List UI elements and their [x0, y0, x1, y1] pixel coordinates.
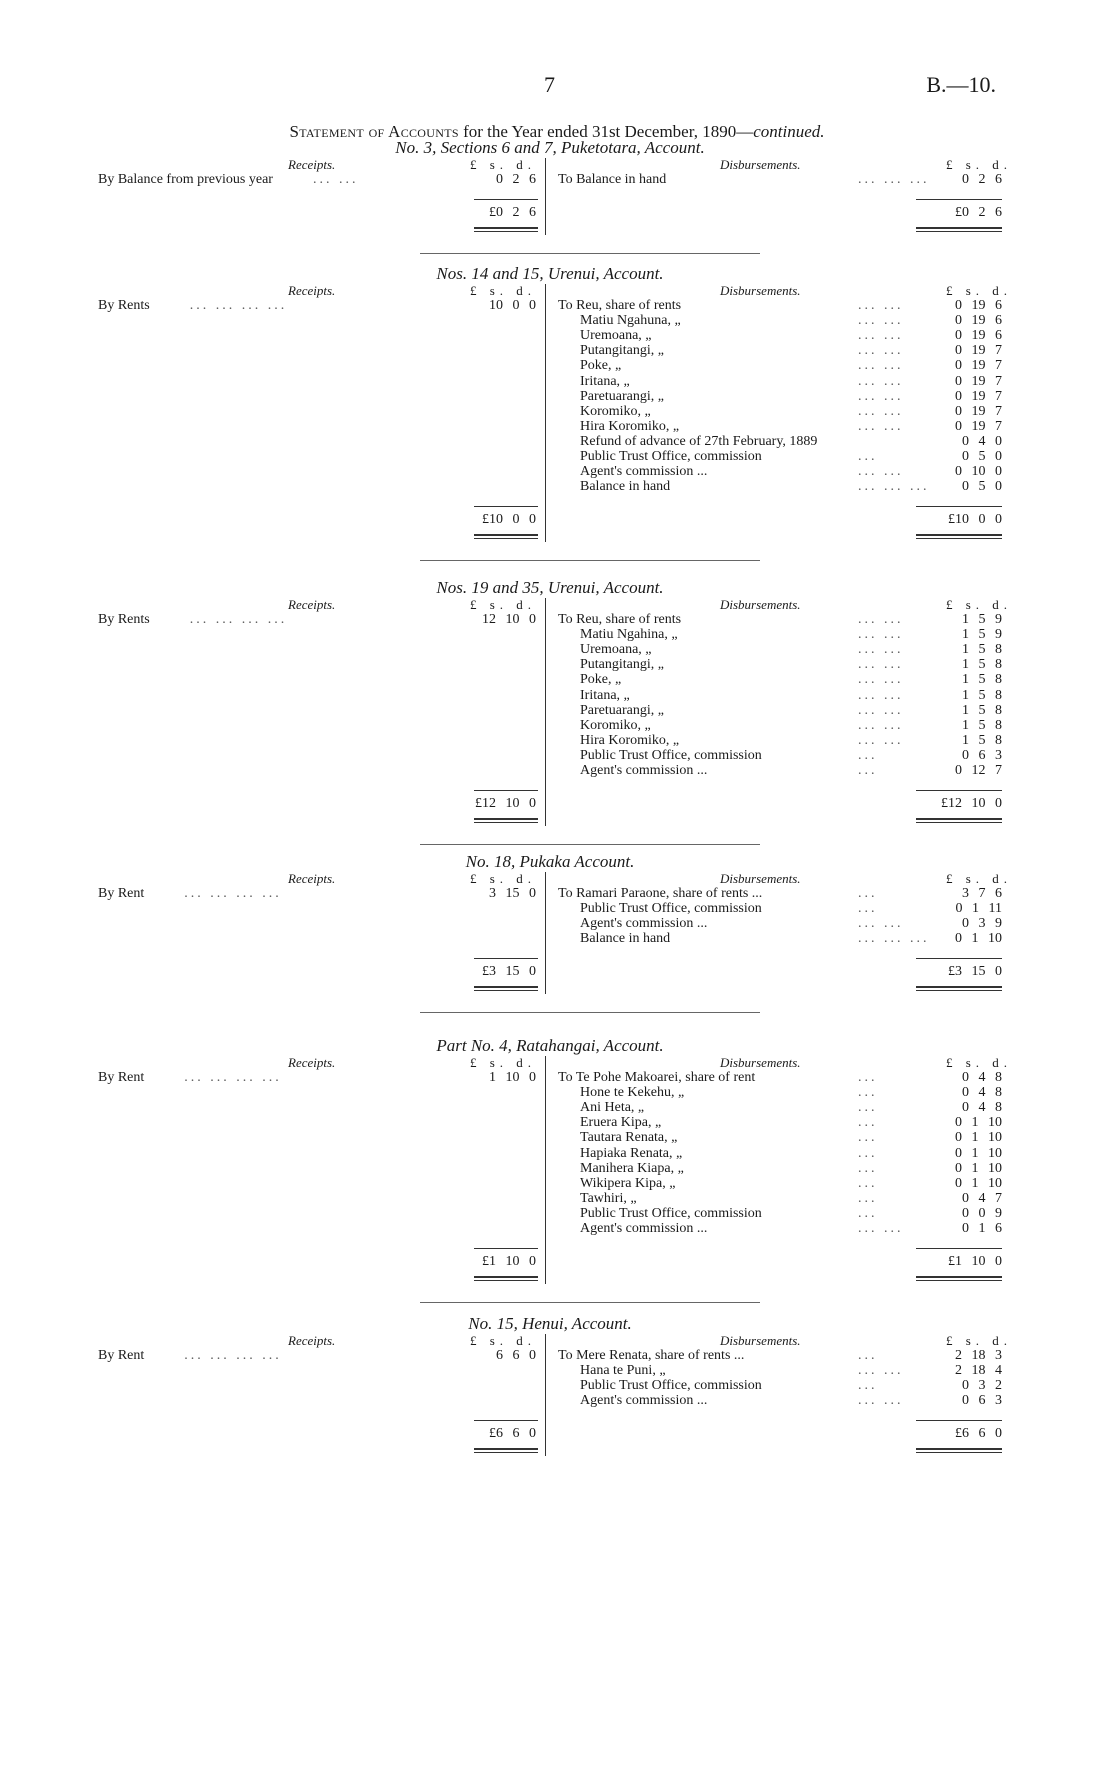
- leader-dots: ...: [858, 1348, 878, 1363]
- disbursement-label: Iritana, „: [580, 687, 630, 703]
- receipt-label: By Rent: [98, 886, 145, 901]
- disbursements-lsd-heading: £ s. d.: [945, 871, 1012, 886]
- disbursement-amount: 0 4 7: [962, 1190, 1002, 1206]
- disbursements-total: £1 10 0: [948, 1254, 1002, 1270]
- disbursement-label: Public Trust Office, commission: [580, 1205, 762, 1221]
- leader-dots: ... ... ...: [858, 479, 930, 495]
- total-double-rule: [474, 534, 538, 539]
- receipts-lsd-heading: £ s. d.: [469, 157, 536, 172]
- leader-dots: ... ... ...: [858, 931, 930, 947]
- receipts-lsd-heading: £ s. d.: [469, 1055, 536, 1070]
- subtotal-rule: [916, 958, 1002, 959]
- leader-dots: ...: [858, 1130, 878, 1146]
- disbursement-amount: 0 0 9: [962, 1205, 1002, 1221]
- receipts-heading: Receipts.: [288, 283, 336, 298]
- leader-dots: ... ...: [858, 732, 904, 748]
- subtotal-rule: [474, 790, 538, 791]
- disbursements-total: £6 6 0: [955, 1426, 1002, 1442]
- disbursement-amount: 0 5 0: [962, 449, 1002, 464]
- disbursement-amount: 1 5 8: [962, 672, 1002, 688]
- disbursement-amount: 0 1 11: [955, 901, 1002, 917]
- disbursement-label: Tautara Renata, „: [580, 1130, 678, 1146]
- receipt-amount: 3 15 0: [489, 886, 536, 901]
- disbursement-label: Manihera Kiapa, „: [580, 1160, 684, 1176]
- disbursements-heading: Disbursements.: [720, 871, 801, 886]
- disbursements-total: £0 2 6: [955, 205, 1002, 221]
- column-divider: [545, 1334, 546, 1456]
- disbursement-amount: 0 4 0: [962, 433, 1002, 449]
- disbursement-row: [558, 931, 1008, 948]
- disbursement-label: Paretuarangi, „: [580, 388, 664, 404]
- disbursement-amount: 0 1 10: [955, 1130, 1002, 1146]
- leader-dots: ... ...: [858, 298, 904, 313]
- column-divider: [545, 158, 546, 235]
- receipt-entry: [98, 612, 287, 628]
- disbursement-label: Koromiko, „: [580, 717, 651, 733]
- disbursement-label: Poke, „: [580, 672, 622, 688]
- title-middle: for the Year ended 31st December, 1890—: [458, 122, 754, 141]
- disbursement-amount: 1 5 8: [962, 702, 1002, 718]
- receipt-entry: [98, 298, 287, 314]
- page-number: 7: [544, 72, 555, 97]
- disbursements-heading: Disbursements.: [720, 1055, 801, 1070]
- receipt-label: By Rents: [98, 612, 150, 627]
- subtotal-rule: [916, 790, 1002, 791]
- leader-dots: ...: [858, 763, 878, 778]
- disbursement-label: To Reu, share of rents: [558, 298, 682, 313]
- disbursement-amount: 0 5 0: [962, 479, 1002, 495]
- receipts-lsd-heading: £ s. d.: [469, 871, 536, 886]
- disbursement-amount: 0 19 7: [955, 343, 1002, 359]
- disbursements-lsd-heading: £ s. d.: [945, 597, 1012, 612]
- account-title: No. 15, Henui, Account.: [468, 1314, 632, 1333]
- receipts-total: £6 6 0: [489, 1426, 536, 1442]
- disbursement-label: Wikipera Kipa, „: [580, 1175, 676, 1191]
- disbursement-label: To Balance in hand: [558, 172, 667, 187]
- disbursement-amount: 3 7 6: [962, 886, 1002, 901]
- leader-dots: ... ...: [858, 388, 904, 404]
- disbursements-heading: Disbursements.: [720, 1333, 801, 1348]
- disbursements-total: £10 0 0: [948, 512, 1002, 528]
- total-double-rule: [474, 1448, 538, 1453]
- disbursement-row: [558, 763, 1008, 780]
- column-divider: [545, 872, 546, 994]
- receipt-label: By Rent: [98, 1070, 145, 1085]
- total-double-rule: [916, 818, 1002, 823]
- leader-dots: ... ...: [858, 627, 904, 643]
- receipt-entry: [98, 1070, 282, 1086]
- receipts-total: £0 2 6: [489, 205, 536, 221]
- disbursements-lsd-heading: £ s. d.: [945, 157, 1012, 172]
- total-double-rule: [474, 818, 538, 823]
- disbursement-amount: 2 18 3: [955, 1348, 1002, 1363]
- disbursements-heading: Disbursements.: [720, 597, 801, 612]
- disbursement-label: Hapiaka Renata, „: [580, 1145, 683, 1161]
- column-divider: [545, 1056, 546, 1284]
- disbursement-amount: 0 1 10: [955, 931, 1002, 947]
- account-title: Part No. 4, Ratahangai, Account.: [436, 1036, 664, 1055]
- subtotal-rule: [474, 199, 538, 200]
- title-suffix: continued.: [753, 122, 825, 141]
- disbursements-total: £12 10 0: [941, 796, 1002, 812]
- receipt-amount: 0 2 6: [496, 172, 536, 187]
- account-title: No. 18, Pukaka Account.: [465, 852, 635, 871]
- receipts-heading: Receipts.: [288, 1055, 336, 1070]
- disbursement-amount: 0 6 3: [962, 747, 1002, 763]
- leader-dots: ... ...: [858, 1363, 904, 1379]
- disbursement-amount: 0 1 10: [955, 1145, 1002, 1161]
- disbursement-label: Tawhiri, „: [580, 1190, 637, 1206]
- disbursement-label: Koromiko, „: [580, 403, 651, 419]
- disbursement-label: Agent's commission ...: [580, 1221, 708, 1236]
- disbursement-label: Matiu Ngahina, „: [580, 627, 678, 643]
- subtotal-rule: [916, 199, 1002, 200]
- leader-dots: ...: [858, 1175, 878, 1191]
- receipt-leader-dots: ... ... ... ...: [189, 612, 288, 627]
- total-double-rule: [916, 227, 1002, 232]
- leader-dots: ...: [858, 1190, 878, 1206]
- leader-dots: ... ...: [858, 418, 904, 434]
- disbursement-label: Iritana, „: [580, 373, 630, 389]
- disbursement-amount: 0 3 2: [962, 1378, 1002, 1394]
- disbursement-row: [558, 1221, 1008, 1238]
- subtotal-rule: [916, 1420, 1002, 1421]
- disbursement-label: Balance in hand: [580, 931, 671, 947]
- disbursement-label: Refund of advance of 27th February, 1889: [580, 433, 818, 449]
- account-title: No. 3, Sections 6 and 7, Puketotara, Account.: [395, 138, 705, 157]
- disbursements-heading: Disbursements.: [720, 157, 801, 172]
- receipt-leader-dots: ... ... ... ...: [184, 1070, 282, 1085]
- disbursement-amount: 1 5 8: [962, 687, 1002, 703]
- total-double-rule: [474, 1276, 538, 1281]
- disbursement-amount: 1 5 8: [962, 657, 1002, 673]
- receipt-label: By Rent: [98, 1348, 145, 1363]
- total-double-rule: [474, 227, 538, 232]
- subtotal-rule: [474, 1248, 538, 1249]
- leader-dots: ... ...: [858, 313, 904, 329]
- receipt-entry: [98, 172, 358, 188]
- disbursement-label: Hira Koromiko, „: [580, 418, 680, 434]
- disbursement-amount: 0 19 6: [955, 313, 1002, 329]
- page-header: [0, 72, 1114, 98]
- disbursement-amount: 0 4 8: [962, 1085, 1002, 1101]
- receipt-leader-dots: ... ... ... ...: [189, 298, 288, 313]
- leader-dots: ... ...: [858, 672, 904, 688]
- disbursement-label: Uremoana, „: [580, 642, 652, 658]
- leader-dots: ... ...: [858, 612, 904, 627]
- disbursement-amount: 0 19 7: [955, 373, 1002, 389]
- disbursement-label: Paretuarangi, „: [580, 702, 664, 718]
- disbursement-row: [558, 172, 1008, 189]
- disbursement-amount: 1 5 9: [962, 612, 1002, 627]
- receipts-heading: Receipts.: [288, 157, 336, 172]
- total-double-rule: [916, 1448, 1002, 1453]
- disbursement-label: To Ramari Paraone, share of rents ...: [558, 886, 763, 901]
- total-double-rule: [474, 986, 538, 991]
- subtotal-rule: [916, 506, 1002, 507]
- disbursement-amount: 1 5 8: [962, 732, 1002, 748]
- leader-dots: ...: [858, 1205, 878, 1221]
- leader-dots: ...: [858, 1378, 878, 1394]
- leader-dots: ...: [858, 747, 878, 763]
- leader-dots: ... ...: [858, 642, 904, 658]
- leader-dots: ... ...: [858, 717, 904, 733]
- total-double-rule: [916, 986, 1002, 991]
- receipt-entry: [98, 1348, 282, 1364]
- leader-dots: ... ...: [858, 702, 904, 718]
- subtotal-rule: [474, 1420, 538, 1421]
- receipt-entry: [98, 886, 282, 902]
- disbursements-lsd-heading: £ s. d.: [945, 1055, 1012, 1070]
- leader-dots: ... ...: [858, 464, 904, 480]
- disbursement-amount: 1 5 8: [962, 642, 1002, 658]
- disbursement-amount: 0 2 6: [962, 172, 1002, 187]
- receipts-heading: Receipts.: [288, 597, 336, 612]
- receipt-amount: 6 6 0: [496, 1348, 536, 1363]
- leader-dots: ... ...: [858, 328, 904, 344]
- receipts-total: £3 15 0: [482, 964, 536, 980]
- disbursement-amount: 0 12 7: [955, 763, 1002, 778]
- leader-dots: ...: [858, 886, 878, 901]
- disbursement-amount: 0 6 3: [962, 1393, 1002, 1409]
- receipts-total: £10 0 0: [482, 512, 536, 528]
- disbursement-label: Ani Heta, „: [580, 1100, 645, 1116]
- disbursement-label: Agent's commission ...: [580, 1393, 708, 1409]
- leader-dots: ...: [858, 1115, 878, 1131]
- leader-dots: ... ...: [858, 403, 904, 419]
- leader-dots: ...: [858, 1100, 878, 1116]
- disbursement-label: Public Trust Office, commission: [580, 747, 762, 763]
- disbursement-amount: 0 19 7: [955, 418, 1002, 434]
- disbursement-amount: 2 18 4: [955, 1363, 1002, 1379]
- disbursement-amount: 1 5 9: [962, 627, 1002, 643]
- disbursement-label: To Mere Renata, share of rents ...: [558, 1348, 745, 1363]
- receipts-heading: Receipts.: [288, 1333, 336, 1348]
- disbursement-amount: 0 19 6: [955, 328, 1002, 344]
- disbursement-label: Agent's commission ...: [580, 916, 708, 932]
- disbursement-amount: 0 1 6: [962, 1221, 1002, 1236]
- receipt-label: By Balance from previous year: [98, 172, 273, 187]
- disbursement-label: Putangitangi, „: [580, 657, 664, 673]
- section-separator: [420, 1012, 760, 1013]
- disbursement-label: Agent's commission ...: [580, 464, 708, 480]
- disbursement-amount: 0 19 7: [955, 358, 1002, 374]
- section-separator: [420, 1302, 760, 1303]
- disbursement-amount: 0 1 10: [955, 1160, 1002, 1176]
- receipts-lsd-heading: £ s. d.: [469, 1333, 536, 1348]
- disbursement-amount: 0 3 9: [962, 916, 1002, 932]
- leader-dots: ... ...: [858, 916, 904, 932]
- disbursement-label: Hone te Kekehu, „: [580, 1085, 685, 1101]
- leader-dots: ... ... ...: [858, 172, 930, 187]
- disbursement-amount: 0 19 7: [955, 403, 1002, 419]
- leader-dots: ... ...: [858, 1221, 904, 1236]
- disbursement-amount: 0 1 10: [955, 1115, 1002, 1131]
- column-divider: [545, 598, 546, 826]
- receipt-leader-dots: ... ... ... ...: [184, 1348, 282, 1363]
- disbursements-total: £3 15 0: [948, 964, 1002, 980]
- total-double-rule: [916, 534, 1002, 539]
- disbursement-label: To Te Pohe Makoarei, share of rent: [558, 1070, 756, 1085]
- receipts-lsd-heading: £ s. d.: [469, 597, 536, 612]
- disbursement-row: [558, 479, 1008, 496]
- receipt-amount: 1 10 0: [489, 1070, 536, 1085]
- disbursements-lsd-heading: £ s. d.: [945, 283, 1012, 298]
- disbursement-amount: 0 4 8: [962, 1070, 1002, 1085]
- receipt-amount: 10 0 0: [489, 298, 536, 313]
- disbursement-label: Putangitangi, „: [580, 343, 664, 359]
- disbursement-label: Balance in hand: [580, 479, 671, 495]
- disbursement-row: [558, 1393, 1008, 1410]
- disbursement-label: To Reu, share of rents: [558, 612, 682, 627]
- leader-dots: ...: [858, 1085, 878, 1101]
- disbursement-label: Public Trust Office, commission: [580, 1378, 762, 1394]
- account-title: Nos. 19 and 35, Urenui, Account.: [436, 578, 664, 597]
- disbursements-heading: Disbursements.: [720, 283, 801, 298]
- subtotal-rule: [916, 1248, 1002, 1249]
- disbursement-label: Hana te Puni, „: [580, 1363, 666, 1379]
- leader-dots: ... ...: [858, 687, 904, 703]
- document-code: B.—10.: [926, 72, 996, 97]
- disbursement-amount: 0 19 6: [955, 298, 1002, 313]
- section-separator: [420, 253, 760, 254]
- leader-dots: ...: [858, 901, 878, 917]
- leader-dots: ...: [858, 1160, 878, 1176]
- disbursement-label: Poke, „: [580, 358, 622, 374]
- disbursement-amount: 1 5 8: [962, 717, 1002, 733]
- receipts-lsd-heading: £ s. d.: [469, 283, 536, 298]
- disbursement-label: Matiu Ngahuna, „: [580, 313, 681, 329]
- receipt-leader-dots: ... ...: [312, 172, 359, 187]
- receipts-heading: Receipts.: [288, 871, 336, 886]
- disbursement-amount: 0 19 7: [955, 388, 1002, 404]
- leader-dots: ... ...: [858, 1393, 904, 1409]
- receipts-total: £1 10 0: [482, 1254, 536, 1270]
- receipt-amount: 12 10 0: [482, 612, 536, 627]
- disbursement-label: Agent's commission ...: [580, 763, 708, 778]
- leader-dots: ...: [858, 1070, 878, 1085]
- section-separator: [420, 560, 760, 561]
- receipt-label: By Rents: [98, 298, 150, 313]
- total-double-rule: [916, 1276, 1002, 1281]
- disbursement-amount: 0 1 10: [955, 1175, 1002, 1191]
- disbursement-amount: 0 4 8: [962, 1100, 1002, 1116]
- receipts-total: £12 10 0: [475, 796, 536, 812]
- account-title: Nos. 14 and 15, Urenui, Account.: [436, 264, 664, 283]
- leader-dots: ... ...: [858, 373, 904, 389]
- disbursement-amount: 0 10 0: [955, 464, 1002, 480]
- leader-dots: ... ...: [858, 343, 904, 359]
- section-separator: [420, 844, 760, 845]
- disbursement-label: Hira Koromiko, „: [580, 732, 680, 748]
- disbursement-label: Uremoana, „: [580, 328, 652, 344]
- leader-dots: ... ...: [858, 358, 904, 374]
- leader-dots: ...: [858, 449, 878, 464]
- subtotal-rule: [474, 506, 538, 507]
- title-prefix: Statement of Accounts: [289, 122, 459, 141]
- disbursement-label: Eruera Kipa, „: [580, 1115, 662, 1131]
- receipt-leader-dots: ... ... ... ...: [184, 886, 282, 901]
- disbursement-label: Public Trust Office, commission: [580, 901, 762, 917]
- disbursements-lsd-heading: £ s. d.: [945, 1333, 1012, 1348]
- disbursement-label: Public Trust Office, commission: [580, 449, 762, 464]
- subtotal-rule: [474, 958, 538, 959]
- leader-dots: ...: [858, 1145, 878, 1161]
- leader-dots: ... ...: [858, 657, 904, 673]
- column-divider: [545, 284, 546, 542]
